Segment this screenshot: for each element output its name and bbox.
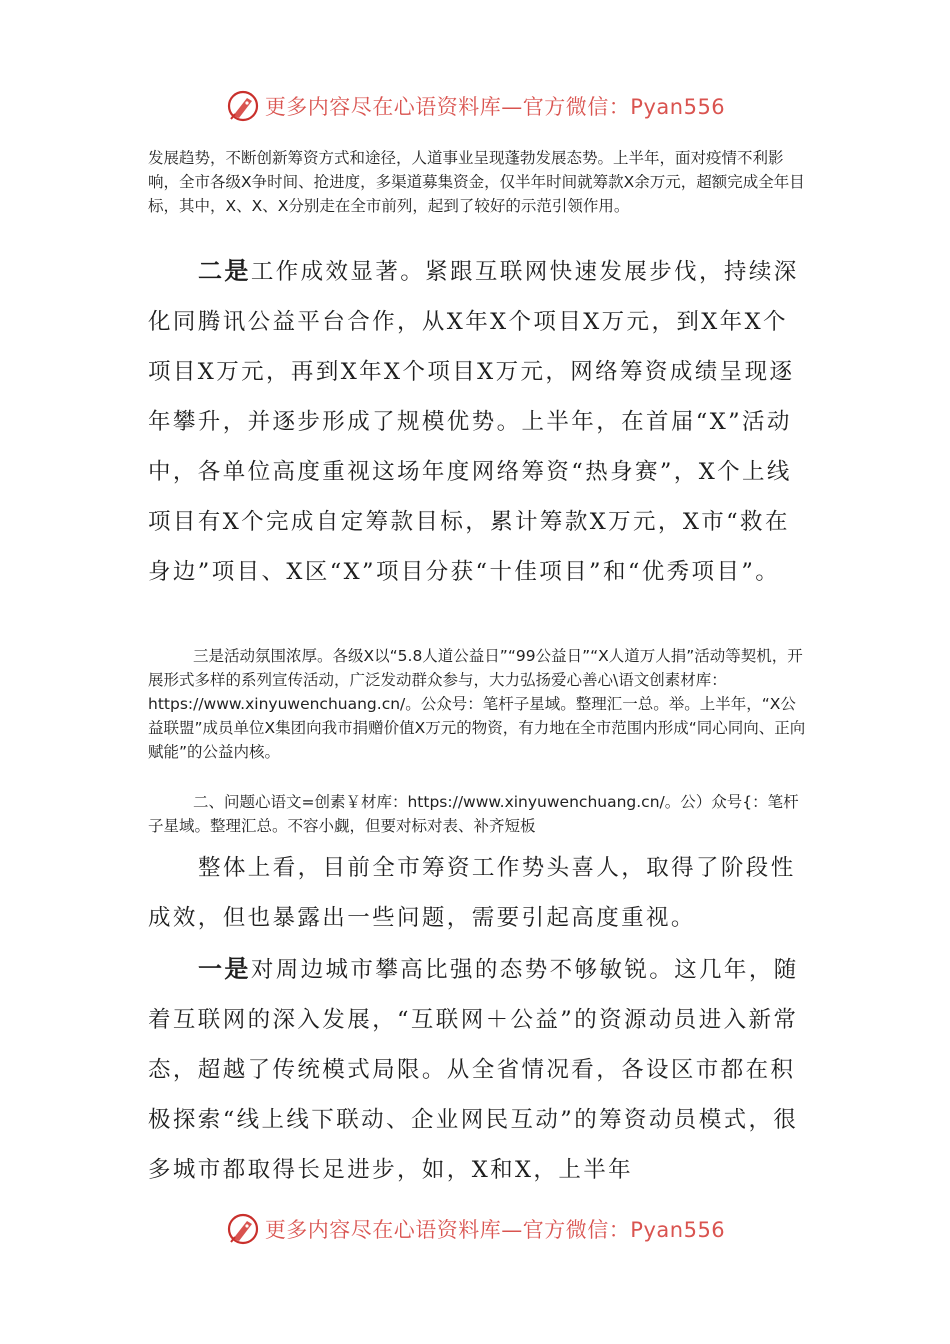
banner-text: 更多内容尽在心语资料库—官方微信：Pyan556 [264,1218,726,1242]
paragraph-surrounding-cities-body: 对周边城市攀高比强的态势不够敏锐。这几年，随着互联网的深入发展，“互联网＋公益”的资源动员进入新常态，超越了传统模式局限。从全省情况看，各设区市都在积极探索“线上线下联动、企业网民互动”的筹资动员模式，很多城市都取得长足进步，如，X和X，上半年 [148,957,799,1183]
paragraph-work-results-body: 工作成效显著。紧跟互联网快速发展步伐，持续深化同腾讯公益平台合作，从X年X个项目X万元，到X年X个项目X万元，再到X年X个项目X万元，网络筹资成绩呈现逐年攀升，并逐步形成了规模优势。上半年，在首届“X”活动中，各单位高度重视这场年度网络筹资“热身赛”，X个上线项目有X个完成自定筹款目标，累计筹款X万元，X市“救在身边”项目、X区“X”项目分获“十佳项目”和“优秀项目”。 [148,259,799,585]
paragraph-lead-two: 二是 [198,257,251,285]
section-heading-problems: 二、问题心语文=创素￥材库：https://www.xinyuwenchuang.cn/。公）众号{：笔杆子星域。整理汇总。不容小觑，但要对标对表、补齐短板 [148,793,799,835]
paragraph-surrounding-cities [148,944,808,1194]
banner-text: 更多内容尽在心语资料库—官方微信：Pyan556 [264,95,726,119]
pen-nib-icon [225,88,261,124]
paragraph-overall-view: 整体上看，目前全市筹资工作势头喜人，取得了阶段性成效，但也暴露出一些问题，需要引起高度重视。 [148,855,796,931]
header-watermark-banner [0,86,950,126]
paragraph-lead-one: 一是 [198,955,251,983]
paragraph-work-results [148,246,808,646]
paragraph-activity-atmosphere: 三是活动氛围浓厚。各级X以“5.8人道公益日”“99公益日”“X人道万人捐”活动等契机，开展形式多样的系列宣传活动，广泛发动群众参与，大力弘扬爱心善心\语文创素材库：https://www.xinyuwenchuang.cn/。公众号：笔杆子星域。整理汇一总。举。上半年，“X公益联盟”成员单位X集团向我市捐赠价值X万元的物资，有力地在全市范围内形成“同心同向、正向赋能”的公益内核。 [148,647,806,761]
pen-nib-icon [225,1211,261,1247]
paragraph-development-trend: 发展趋势，不断创新筹资方式和途径，人道事业呈现蓬勃发展态势。上半年，面对疫情不利影响，全市各级X争时间、抢进度，多渠道募集资金，仅半年时间就筹款X余万元，超额完成全年目标，其中，X、X、X分别走在全市前列，起到了较好的示范引领作用。 [148,149,805,215]
footer-watermark-banner [0,1209,950,1249]
